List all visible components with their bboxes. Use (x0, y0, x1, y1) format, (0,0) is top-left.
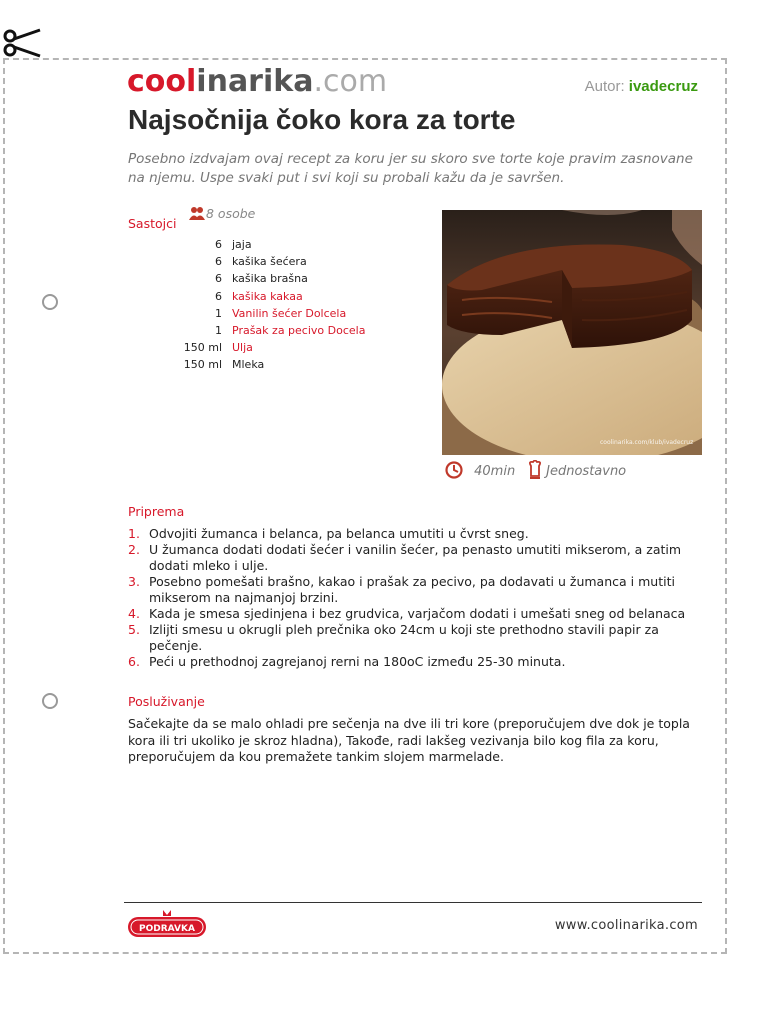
preparation-label: Priprema (128, 504, 185, 519)
ingredient-name-link[interactable]: Vanilin šećer Dolcela (232, 306, 347, 320)
people-icon (188, 206, 206, 220)
podravka-logo-text: PODRAVKA (139, 924, 195, 934)
preparation-step (128, 574, 698, 606)
ingredient-name-link[interactable]: Ulja (232, 341, 253, 355)
ingredient-row (150, 305, 365, 322)
binder-hole-top (42, 294, 58, 310)
scissors-icon (2, 26, 42, 60)
servings (188, 206, 255, 221)
ingredient-quantity: 6 (215, 289, 222, 303)
ingredients-table (150, 236, 365, 374)
serving-text: Sačekajte da se malo ohladi pre sečenja na dve ili tri kore (preporučujem dve dok je topla kora ili tri ukoliko je skroz hladna), Takođe, radi lakšeg vezivanja bilo kog fila za koru, preporučujem da kou premažete tankim slojem marmelade. (128, 716, 690, 764)
ingredient-row (150, 339, 365, 356)
ingredient-name: Mleka (232, 358, 265, 372)
podravka-logo (127, 908, 207, 942)
footer-divider (124, 902, 702, 903)
ingredient-row (150, 356, 365, 373)
ingredient-row (150, 322, 365, 339)
ingredient-name: jaja (232, 238, 252, 252)
step-text: Izlijti smesu u okrugli pleh prečnika oko 24cm u koji ste prethodno stavili papir za pečenje. (149, 622, 659, 653)
ingredient-name-link[interactable]: kašika kakaa (232, 289, 303, 303)
cake-photo (442, 210, 702, 455)
step-number: 4. (128, 606, 140, 621)
step-number: 5. (128, 622, 140, 637)
preparation-step (128, 654, 698, 670)
difficulty (528, 460, 626, 480)
preparation-steps (128, 526, 698, 670)
ingredients-label: Sastojci (128, 216, 177, 231)
ingredient-quantity: 6 (215, 255, 222, 269)
coolinarika-logo[interactable]: coolinarika.com (127, 64, 388, 99)
step-text: U žumanca dodati dodati šećer i vanilin šećer, pa penasto umutiti mikserom, a zatim dodati mleko i ulje. (149, 542, 682, 573)
preparation-step (128, 606, 698, 622)
ingredient-quantity: 150 ml (183, 358, 222, 372)
photo-watermark: coolinarika.com/klub/ivadecruz (600, 439, 694, 446)
ingredient-name: kašika šećera (232, 255, 307, 269)
servings-text: 8 osobe (206, 206, 256, 221)
step-text: Odvojiti žumanca i belanca, pa belanca umutiti u čvrst sneg. (149, 526, 529, 541)
prep-time-text: 40min (474, 464, 516, 479)
author-label: Autor: (584, 78, 625, 95)
ingredient-row (150, 288, 365, 305)
author (585, 78, 698, 95)
chef-hat-icon (528, 460, 542, 480)
step-text: Posebno pomešati brašno, kakao i prašak za pecivo, pa dodavati u žumanca i mutiti mikserom na najmanjoj brzini. (149, 574, 675, 605)
ingredient-row (150, 270, 365, 287)
step-number: 1. (128, 526, 140, 541)
author-name-link[interactable]: ivadecruz (628, 78, 698, 95)
step-number: 3. (128, 574, 140, 589)
step-text: Peći u prethodnoj zagrejanoj rerni na 180oC između 25-30 minuta. (149, 654, 566, 669)
ingredient-row (150, 236, 365, 253)
recipe-card (3, 58, 727, 954)
prep-time (444, 460, 515, 480)
step-text: Kada je smesa sjedinjena i bez grudvica, varjačom dodati i umešati sneg od belanaca (149, 606, 686, 621)
step-number: 6. (128, 654, 140, 669)
recipe-title: Najsočnija čoko kora za torte (128, 104, 516, 135)
binder-hole-bottom (42, 693, 58, 709)
serving-label: Posluživanje (128, 694, 205, 709)
ingredient-row (150, 253, 365, 270)
step-number: 2. (128, 542, 140, 557)
recipe-intro: Posebno izdvajam ovaj recept za koru jer su skoro sve torte koje pravim zasnovane na njemu. Uspe svaki put i svi koji su probali kažu da je savršen. (128, 151, 693, 186)
ingredient-quantity: 6 (215, 272, 222, 286)
ingredient-quantity: 1 (215, 306, 222, 320)
ingredient-quantity: 1 (215, 324, 222, 338)
ingredient-quantity: 150 ml (183, 341, 222, 355)
website-link[interactable]: www.coolinarika.com (554, 918, 698, 933)
preparation-step (128, 526, 698, 542)
clock-icon (444, 460, 464, 480)
preparation-step (128, 542, 698, 574)
ingredient-name: kašika brašna (232, 272, 308, 286)
ingredient-name-link[interactable]: Prašak za pecivo Docela (232, 324, 366, 338)
difficulty-text: Jednostavno (546, 464, 627, 479)
preparation-step (128, 622, 698, 654)
ingredient-quantity: 6 (215, 238, 222, 252)
